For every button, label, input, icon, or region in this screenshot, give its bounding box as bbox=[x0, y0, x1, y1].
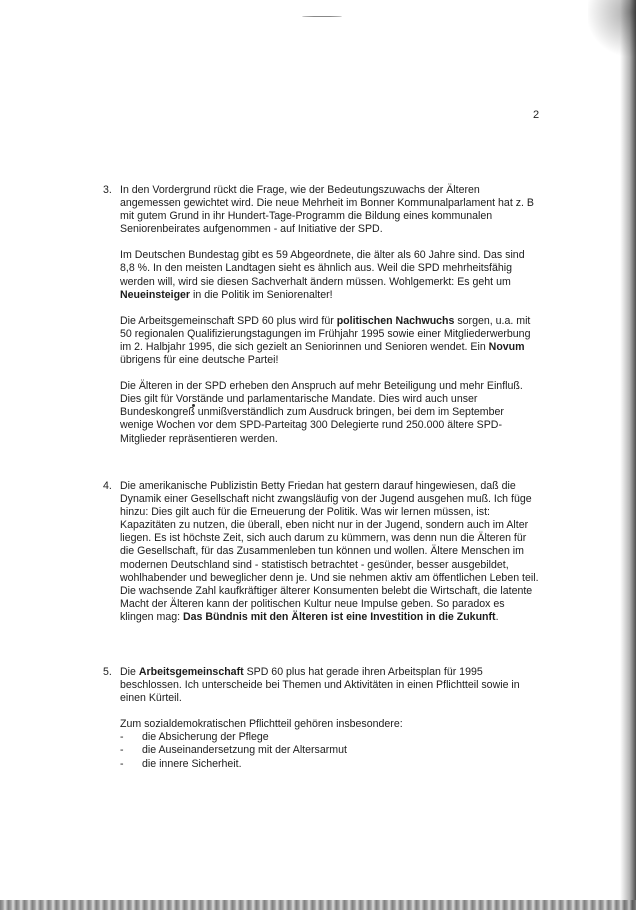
section-3 bbox=[103, 184, 540, 446]
section-4 bbox=[103, 480, 540, 624]
text-run: SPD 60 plus hat gerade ihren Arbeitsplan für 1995 beschlossen. Ich unterscheide bei Themen und Aktivitäten in einen Pflichtteil sowie in einen Kürteil. bbox=[120, 666, 520, 705]
paragraph bbox=[120, 184, 540, 236]
text-run: . bbox=[495, 610, 499, 623]
text-run: Die amerikanische Publizistin Betty Friedan hat gestern darauf hingewiesen, daß die Dynamik einer Gesellschaft nicht zwangsläufig von der Jugend ausgehen muß. Ich füge hinzu: Dies gilt auch für die Erneuerung der Politik. Was wir lernen müssen, ist: Kapazitäten zu nutzen, die überall, eben nicht nur in der Jugend, sondern auch im Alter liegen. Es ist höchste Zeit, sich auch darum zu kümmern, was denn nun die Älteren für die Gesellschaft, für das Zusammenleben tun können und wollen. Ältere Menschen im modernen Deutschland sind - statistisch betrachtet - gesünder, besser ausgebildet, wohlhabender und beweglicher denn je. Und sie nehmen aktiv am öffentlichen Leben teil. Die wachsende Zahl kaufkräftiger älterer Konsumenten belebt die Wirtschaft, die latente Macht der Älteren kann der politischen Kultur neue Impulse geben. So paradox es klingen mag: bbox=[120, 480, 539, 623]
paragraph bbox=[120, 249, 540, 301]
text-run: übrigens für eine deutsche Partei! bbox=[120, 354, 279, 367]
bullet-dash: - bbox=[120, 744, 124, 757]
scan-noise-bottom-edge bbox=[0, 900, 636, 910]
list-item bbox=[120, 731, 540, 744]
text-run: in die Politik im Seniorenalter! bbox=[190, 288, 333, 301]
text-run: Die Arbeitsgemeinschaft SPD 60 plus wird für bbox=[120, 314, 337, 327]
scan-speck bbox=[302, 16, 342, 17]
emphasized-text: Das Bündnis mit den Älteren ist eine Investition in die Zukunft bbox=[183, 610, 496, 623]
emphasized-text: Neueinsteiger bbox=[120, 288, 191, 301]
section-number: 4. bbox=[103, 480, 112, 492]
bullet-dash: - bbox=[120, 731, 124, 744]
emphasized-text: politischen Nachwuchs bbox=[336, 314, 455, 327]
list-item bbox=[120, 744, 540, 757]
list-item bbox=[120, 758, 540, 771]
bullet-dash: - bbox=[120, 757, 124, 770]
list-item-text: die Auseinandersetzung mit der Altersarmut bbox=[142, 744, 347, 757]
paragraph bbox=[120, 480, 540, 624]
section-5 bbox=[103, 666, 540, 771]
paragraph bbox=[120, 315, 540, 367]
emphasized-text: Arbeitsgemeinschaft bbox=[138, 666, 244, 678]
section-body bbox=[120, 666, 540, 731]
paragraph bbox=[120, 666, 540, 705]
text-run: Im Deutschen Bundestag gibt es 59 Abgeordnete, die älter als 60 Jahre sind. Das sind 8,8 %. In den meisten Landtagen sieht es ähnlich aus. Weil die SPD mehrheitsfähig werden will, wird sie diesen Sachverhalt ändern müssen. Wohlgemerkt: Es geht um bbox=[120, 249, 525, 288]
emphasized-text: Novum bbox=[488, 340, 525, 353]
section-body bbox=[120, 480, 540, 624]
paragraph bbox=[120, 718, 540, 731]
text-run: In den Vordergrund rückt die Frage, wie der Bedeutungszuwachs der Älteren angemessen gewichtet wird. Die neue Mehrheit im Bonner Kommunalparlament hat z. B mit gutem Grund in ihr Hundert-Tage-Programm die Bildung eines kommunalen Seniorenbeirates aufgenommen - auf Initiative der SPD. bbox=[120, 184, 534, 236]
text-run: sorgen, u.a. mit 50 regionalen Qualifizierungstagungen im Frühjahr 1995 sowie einer Mitgliederwerbung im 2. Halbjahr 1995, die sich gezielt an Seniorinnen und Senioren wendet. Ein bbox=[120, 314, 531, 353]
list-item-text: die innere Sicherheit. bbox=[142, 757, 242, 770]
section-number: 5. bbox=[103, 666, 112, 678]
section-number: 3. bbox=[103, 184, 112, 196]
section-body bbox=[120, 184, 540, 446]
text-run: Die Älteren in der SPD erheben den Anspruch auf mehr Beteiligung und mehr Einfluß. Dies gilt für Vorstände und parlamentarische Mandate. Dies wird auch unser Bundeskongreß unmißverständlich zum Ausdruck bringen, bei dem im September wenige Wochen vor dem SPD-Parteitag 300 Delegierte rund 250.000 ältere SPD-Mitglieder repräsentieren werden. bbox=[120, 380, 523, 445]
text-run: Zum sozialdemokratischen Pflichtteil gehören insbesondere: bbox=[120, 718, 403, 731]
bullet-list bbox=[120, 731, 540, 770]
page-number: 2 bbox=[533, 109, 540, 121]
paragraph bbox=[120, 380, 540, 445]
list-item-text: die Absicherung der Pflege bbox=[142, 731, 269, 744]
scan-shadow-right-edge bbox=[620, 0, 636, 910]
text-run: Die bbox=[120, 666, 139, 678]
